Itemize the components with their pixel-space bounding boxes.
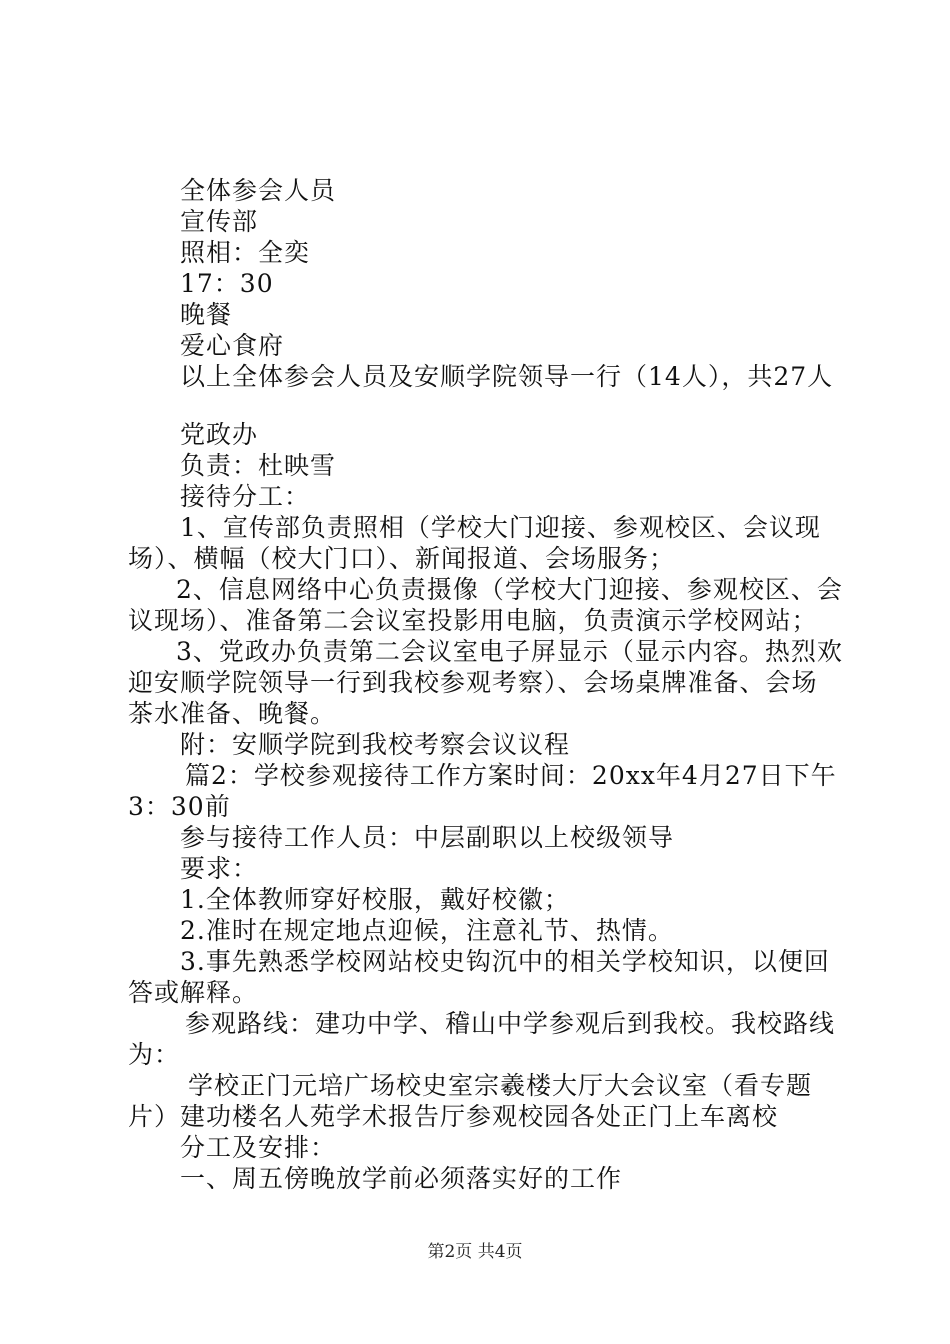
text-line: 参与接待工作人员：中层副职以上校级领导: [180, 823, 675, 852]
text-line: 1、宣传部负责照相（学校大门迎接、参观校区、会议现: [180, 513, 821, 542]
text-line: 宣传部: [180, 207, 259, 236]
text-line: 学校正门元培广场校史室宗羲楼大厅大会议室（看专题: [188, 1071, 813, 1100]
text-line: 议现场）、准备第二会议室投影用电脑，负责演示学校网站；: [128, 606, 818, 635]
text-line: 附：安顺学院到我校考察会议议程: [180, 730, 571, 759]
text-line: 要求：: [180, 854, 259, 883]
text-line: 3、党政办负责第二会议室电子屏显示（显示内容。热烈欢: [176, 637, 843, 666]
text-line: 答或解释。: [128, 978, 259, 1007]
text-line: 一、周五傍晚放学前必须落实好的工作: [180, 1164, 623, 1193]
text-line: 负责：杜映雪: [180, 451, 337, 480]
text-line: 分工及安排：: [180, 1133, 337, 1162]
text-line: 片）建功楼名人苑学术报告厅参观校园各处正门上车离校: [128, 1102, 779, 1131]
text-line: 全体参会人员: [180, 176, 337, 205]
text-line: 接待分工：: [180, 482, 311, 511]
text-line: 党政办: [180, 420, 259, 449]
text-line: 场）、横幅（校大门口）、新闻报道、会场服务；: [128, 544, 676, 573]
page-footer: 第2页 共4页: [427, 1242, 523, 1262]
text-line: 参观路线：建功中学、稽山中学参观后到我校。我校路线: [185, 1009, 836, 1038]
text-line: 17：30: [180, 269, 274, 298]
text-line: 2.准时在规定地点迎候，注意礼节、热情。: [180, 916, 674, 945]
text-line: 茶水准备、晚餐。: [128, 699, 337, 728]
text-line: 2、信息网络中心负责摄像（学校大门迎接、参观校区、会: [176, 575, 843, 604]
text-line: 1.全体教师穿好校服，戴好校徽；: [180, 885, 570, 914]
text-line: 迎安顺学院领导一行到我校参观考察）、会场桌牌准备、会场: [128, 668, 818, 697]
text-line: 篇2：学校参观接待工作方案时间：20xx年4月27日下午: [185, 761, 837, 790]
text-line: 爱心食府: [180, 331, 285, 360]
text-line: 为：: [128, 1040, 181, 1069]
text-line: 以上全体参会人员及安顺学院领导一行（14人），共27人: [180, 362, 834, 391]
text-line: 晚餐: [180, 300, 233, 329]
text-line: 3：30前: [128, 792, 231, 821]
text-line: 3.事先熟悉学校网站校史钩沉中的相关学校知识，以便回: [180, 947, 830, 976]
text-line: 照相：全奕: [180, 238, 311, 267]
